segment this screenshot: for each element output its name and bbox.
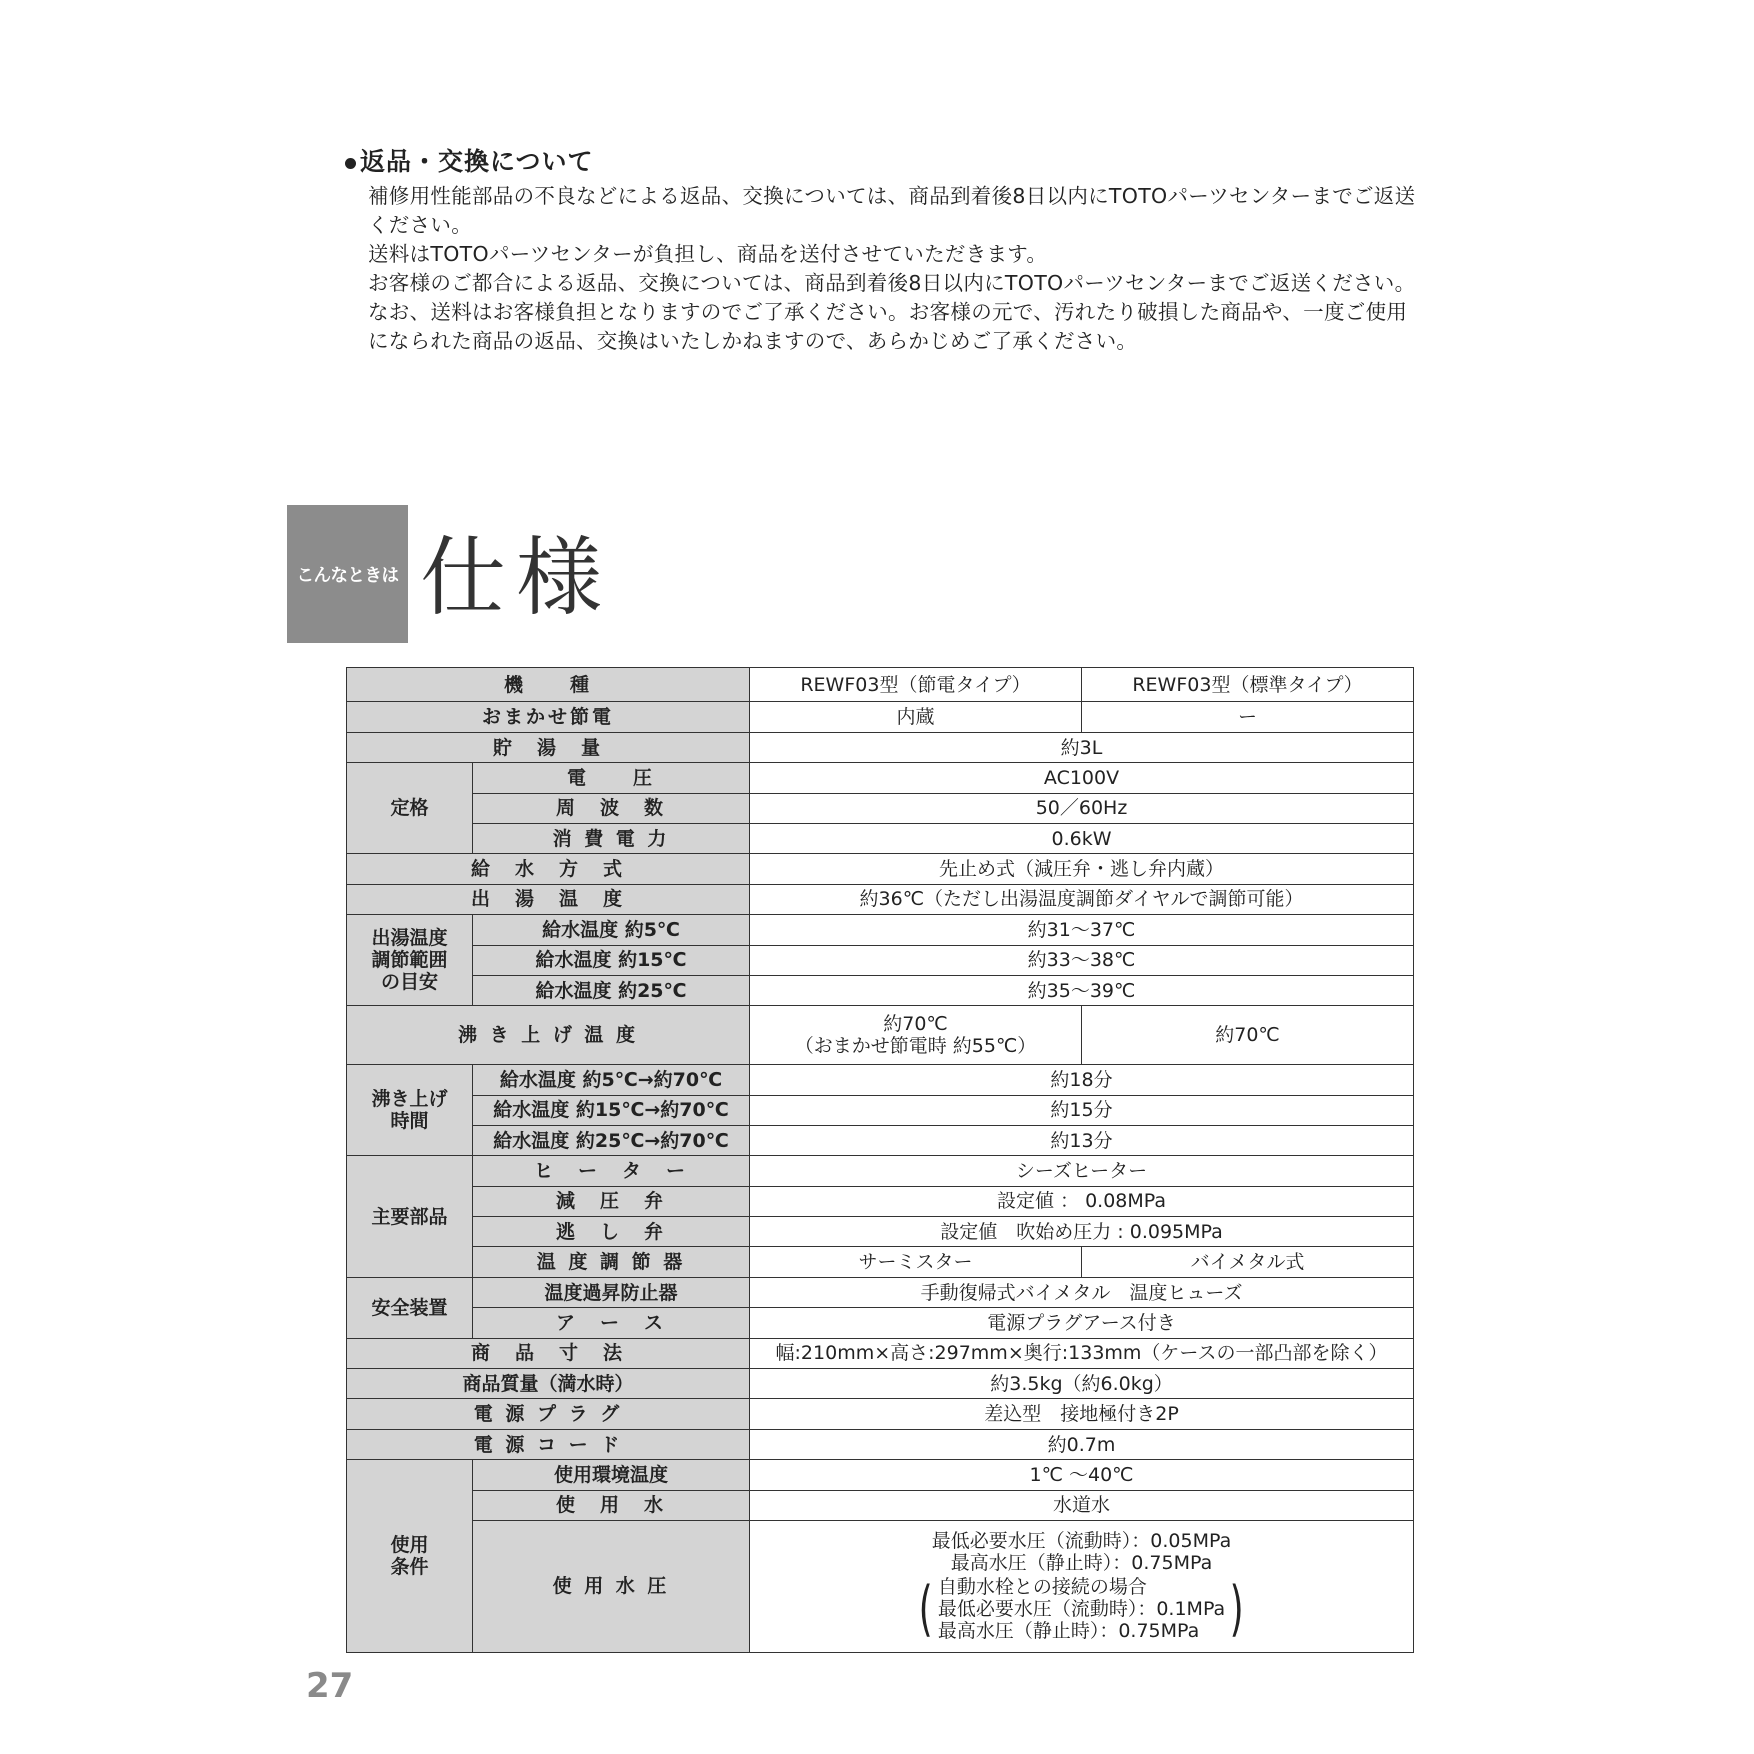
page-number: 27 [306,1666,354,1706]
power-value: 0.6kW [750,824,1414,854]
omakase-value-a: 内蔵 [750,702,1082,732]
table-row [347,732,1414,762]
water-value: 水道水 [750,1490,1414,1520]
adjust-range-group-label: 出湯温度 調節範囲 の目安 [347,915,473,1006]
omakase-label: おまかせ節電 [347,702,750,732]
omakase-value-b: ー [1082,702,1414,732]
heater-label: ヒ ー タ ー [473,1156,750,1186]
water-label: 使 用 水 [473,1490,750,1520]
table-row [347,884,1414,914]
bullet-icon [345,158,356,169]
table-row [347,1460,1414,1490]
cord-label: 電 源 コ ー ド [347,1429,750,1459]
table-row [347,915,1414,945]
thermo-value-a: サーミスター [750,1247,1082,1277]
auto-faucet-title: 自動水栓との接続の場合 [937,1576,1147,1599]
power-label: 消 費 電 力 [473,824,750,854]
boil-time-label-1: 給水温度 約5℃→約70℃ [473,1065,750,1095]
column-header-a: REWF03型（節電タイプ） [750,668,1082,702]
boil-time-label-2: 給水温度 約15℃→約70℃ [473,1095,750,1125]
table-row [347,1217,1414,1247]
overheat-value: 手動復帰式バイメタル 温度ヒューズ [750,1277,1414,1307]
boil-temp-label: 沸 き 上 げ 温 度 [347,1006,750,1065]
table-row [347,1338,1414,1368]
spec-table [346,667,1414,1653]
section-tab-label: こんなときは [296,565,399,586]
table-row [347,1065,1414,1095]
dimensions-value: 幅:210mm×高さ:297mm×奥行:133mm（ケースの一部凸部を除く） [750,1338,1414,1368]
relief-value: 設定値 吹始め圧力 : 0.095MPa [750,1217,1414,1247]
conditions-group-label: 使用 条件 [347,1460,473,1653]
supply-value: 先止め式（減圧弁・逃し弁内蔵） [750,854,1414,884]
model-label: 機 種 [347,668,750,702]
page-heading: 仕様 [420,528,612,628]
table-row [347,1247,1414,1277]
section-tab [287,505,408,643]
thermo-label: 温 度 調 節 器 [473,1247,750,1277]
voltage-label: 電 圧 [473,763,750,793]
returns-paragraph-2: 送料はTOTOパーツセンターが負担し、商品を送付させていただきます。 [368,242,1048,266]
table-row [347,824,1414,854]
earth-value: 電源プラグアース付き [750,1308,1414,1338]
returns-paragraph-1: 補修用性能部品の不良などによる返品、交換については、商品到着後8日以内にTOTOパーツセンターまでご返送ください。 [368,184,1416,237]
auto-faucet-line-2: 最高水圧（静止時）：0.75MPa [937,1620,1200,1643]
table-row [347,975,1414,1005]
boil-temp-value-b: 約70℃ [1082,1006,1414,1065]
pressure-label: 使 用 水 圧 [473,1520,750,1652]
plug-label: 電 源 プ ラ グ [347,1399,750,1429]
column-header-b: REWF03型（標準タイプ） [1082,668,1414,702]
auto-faucet-text [938,1576,1225,1642]
open-bracket-icon: ( [919,1574,934,1645]
table-row [347,1095,1414,1125]
table-row [347,1399,1414,1429]
cord-value: 約0.7m [750,1429,1414,1459]
table-row [347,854,1414,884]
table-row [347,793,1414,823]
table-row [347,1308,1414,1338]
supply-label: 給 水 方 式 [347,854,750,884]
reducer-label: 減 圧 弁 [473,1186,750,1216]
thermo-value-b: バイメタル式 [1082,1247,1414,1277]
returns-paragraph-3: お客様のご都合による返品、交換については、商品到着後8日以内にTOTOパーツセンターまでご返送ください。なお、送料はお客様負担となりますのでご了承ください。お客様の元で、汚れたり破損した商品や、一度ご使用になられた商品の返品、交換はいたしかねますので、あらかじめご了承ください。 [368,271,1416,353]
table-row [347,1520,1414,1652]
table-row [347,702,1414,732]
overheat-label: 温度過昇防止器 [473,1277,750,1307]
table-row [347,1429,1414,1459]
auto-faucet-block [914,1574,1248,1645]
boil-time-value-2: 約15分 [750,1095,1414,1125]
boil-temp-value-a [750,1006,1082,1065]
reducer-value: 設定値 ： 0.08MPa [750,1186,1414,1216]
adjust-range-label-3: 給水温度 約25℃ [473,975,750,1005]
table-row [347,1006,1414,1065]
boil-time-value-1: 約18分 [750,1065,1414,1095]
table-row [347,1490,1414,1520]
pressure-line-1: 最低必要水圧（流動時）：0.05MPa [931,1530,1232,1553]
relief-label: 逃 し 弁 [473,1217,750,1247]
table-row [347,1369,1414,1399]
close-bracket-icon: ) [1229,1574,1244,1645]
returns-title [345,142,1425,178]
heater-value: シーズヒーター [750,1156,1414,1186]
table-row [347,1125,1414,1155]
boil-temp-value-a-line1: 約70℃ [883,1013,948,1036]
storage-value: 約3L [750,732,1414,762]
env-temp-value: 1℃ ～40℃ [750,1460,1414,1490]
returns-title-text: 返品・交換について [360,147,594,176]
plug-value: 差込型 接地極付き2P [750,1399,1414,1429]
rating-group-label: 定格 [347,763,473,854]
boil-time-value-3: 約13分 [750,1125,1414,1155]
safety-group-label: 安全装置 [347,1277,473,1338]
auto-faucet-line-1: 最低必要水圧（流動時）：0.1MPa [937,1598,1226,1621]
storage-label: 貯 湯 量 [347,732,750,762]
table-row [347,763,1414,793]
adjust-range-label-2: 給水温度 約15℃ [473,945,750,975]
pressure-value [750,1520,1414,1652]
table-row [347,1186,1414,1216]
mass-label: 商品質量（満水時） [347,1369,750,1399]
adjust-range-value-3: 約35～39℃ [750,975,1414,1005]
pressure-line-2: 最高水圧（静止時）：0.75MPa [950,1552,1213,1575]
returns-section [345,142,1425,356]
frequency-value: 50／60Hz [750,793,1414,823]
voltage-value: AC100V [750,763,1414,793]
table-row [347,945,1414,975]
frequency-label: 周 波 数 [473,793,750,823]
parts-group-label: 主要部品 [347,1156,473,1278]
table-row [347,668,1414,702]
dimensions-label: 商 品 寸 法 [347,1338,750,1368]
table-row [347,1277,1414,1307]
boil-time-label-3: 給水温度 約25℃→約70℃ [473,1125,750,1155]
adjust-range-value-1: 約31～37℃ [750,915,1414,945]
outlet-temp-value: 約36℃（ただし出湯温度調節ダイヤルで調節可能） [750,884,1414,914]
outlet-temp-label: 出 湯 温 度 [347,884,750,914]
boil-time-group-label: 沸き上げ 時間 [347,1065,473,1156]
adjust-range-label-1: 給水温度 約5℃ [473,915,750,945]
mass-value: 約3.5kg（約6.0kg） [750,1369,1414,1399]
boil-temp-value-a-line2: （おまかせ節電時 約55℃） [794,1035,1037,1058]
adjust-range-value-2: 約33～38℃ [750,945,1414,975]
table-row [347,1156,1414,1186]
earth-label: ア ー ス [473,1308,750,1338]
env-temp-label: 使用環境温度 [473,1460,750,1490]
